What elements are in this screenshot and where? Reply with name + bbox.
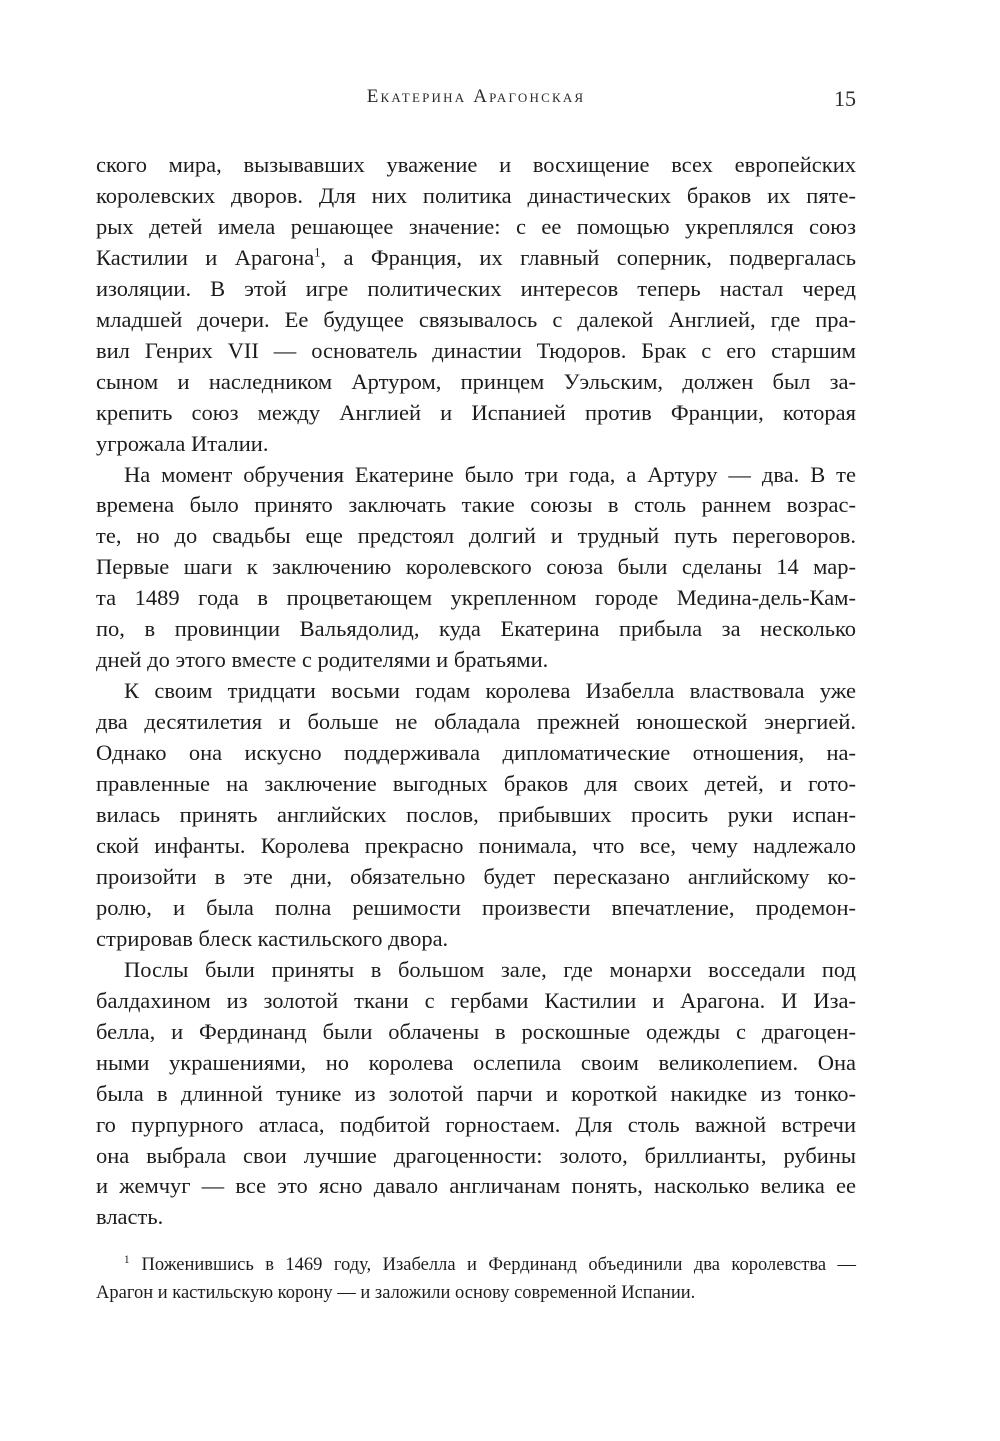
footnotes [96,1251,856,1307]
text-fragment: Кастилии и Арагона [96,244,315,270]
text-line: правленные на заключение выгодных браков для своих детей, и гото- [96,771,856,797]
text-line: ской инфанты. Королева прекрасно понимала, что все, чему надлежало [96,832,856,858]
text-line: го пурпурного атласа, подбитой горностаем. Для столь важной встречи [96,1111,856,1137]
text-line: по, в провинции Вальядолид, куда Екатерина прибыла за несколько [96,616,856,642]
footnote-reference[interactable]: 1 [314,245,321,260]
text-line: два десятилетия и больше не обладала прежней юношеской энергией. [96,709,856,735]
running-title: Екатерина Арагонская [366,86,586,107]
footnote-line: Арагон и кастильскую корону — и заложили основу современной Испании. [96,1283,696,1303]
paragraph-2 [96,460,856,677]
text-line: угрожала Италии. [96,430,269,456]
text-line: те, но до свадьбы еще предстоял долгий и трудный путь переговоров. [96,523,856,549]
text-line: Однако она искусно поддерживала дипломатические отношения, на- [96,740,856,766]
text-line: королевских дворов. Для них политика династических браков их пяте- [96,182,856,208]
text-line: младшей дочери. Ее будущее связывалось с далекой Англией, где пра- [96,306,856,332]
footnote-marker: 1 [124,1254,130,1267]
text-line: балдахином из золотой ткани с гербами Кастилии и Арагона. И Иза- [96,987,856,1013]
text-line: вил Генрих VII — основатель династии Тюдоров. Брак с его старшим [96,337,856,363]
text-line: произойти в эте дни, обязательно будет пересказано английскому ко- [96,863,856,889]
text-line: На момент обручения Екатерине было три года, а Артуру — два. В те [124,461,856,487]
text-line: Первые шаги к заключению королевского союза были сделаны 14 мар- [96,554,856,580]
footnote-line [96,1251,856,1279]
text-line [96,243,856,274]
text-line: вилась принять английских послов, прибывших просить руки испан- [96,802,856,828]
text-line: Послы были приняты в большом зале, где монархи восседали под [124,956,856,982]
text-line: сыном и наследником Артуром, принцем Уэльским, должен был за- [96,368,856,394]
page-number: 15 [834,86,856,111]
text-line: дней до этого вместе с родителями и братьями. [96,647,549,673]
text-line: стрировав блеск кастильского двора. [96,925,449,951]
text-line: была в длинной тунике из золотой парчи и короткой накидке из тонко- [96,1080,856,1106]
running-head [96,86,856,116]
text-line: белла, и Фердинанд были облачены в роскошные одежды с драгоцен- [96,1018,856,1044]
text-line: изоляции. В этой игре политических интересов теперь настал черед [96,275,856,301]
body-text [96,150,856,1233]
text-line: она выбрала свои лучшие драгоценности: золото, бриллианты, рубины [96,1142,856,1168]
text-line: ными украшениями, но королева ослепила своим великолепием. Она [96,1049,856,1075]
text-line: ского мира, вызывавших уважение и восхищение всех европейских [96,152,856,177]
text-line: К своим тридцати восьми годам королева Изабелла властвовала уже [124,678,856,704]
text-line: и жемчуг — все это ясно давало англичанам понять, насколько велика ее [96,1173,856,1199]
text-line: рых детей имела решающее значение: с ее помощью укреплялся союз [96,213,856,239]
paragraph-1 [96,150,856,460]
paragraph-4 [96,955,856,1234]
text-line: власть. [96,1204,164,1230]
text-line: та 1489 года в процветающем укрепленном городе Медина-дель-Кам- [96,585,856,611]
paragraph-3 [96,676,856,955]
text-line: ролю, и была полна решимости произвести впечатление, продемон- [96,894,856,920]
text-line: времена было принято заключать такие союзы в столь раннем возрас- [96,492,856,518]
footnote-text: Поженившись в 1469 году, Изабелла и Фердинанд объединили два королевства — [141,1255,856,1275]
text-line: крепить союз между Англией и Испанией против Франции, которая [96,399,856,425]
text-fragment: , а Франция, их главный соперник, подвергалась [320,244,857,270]
